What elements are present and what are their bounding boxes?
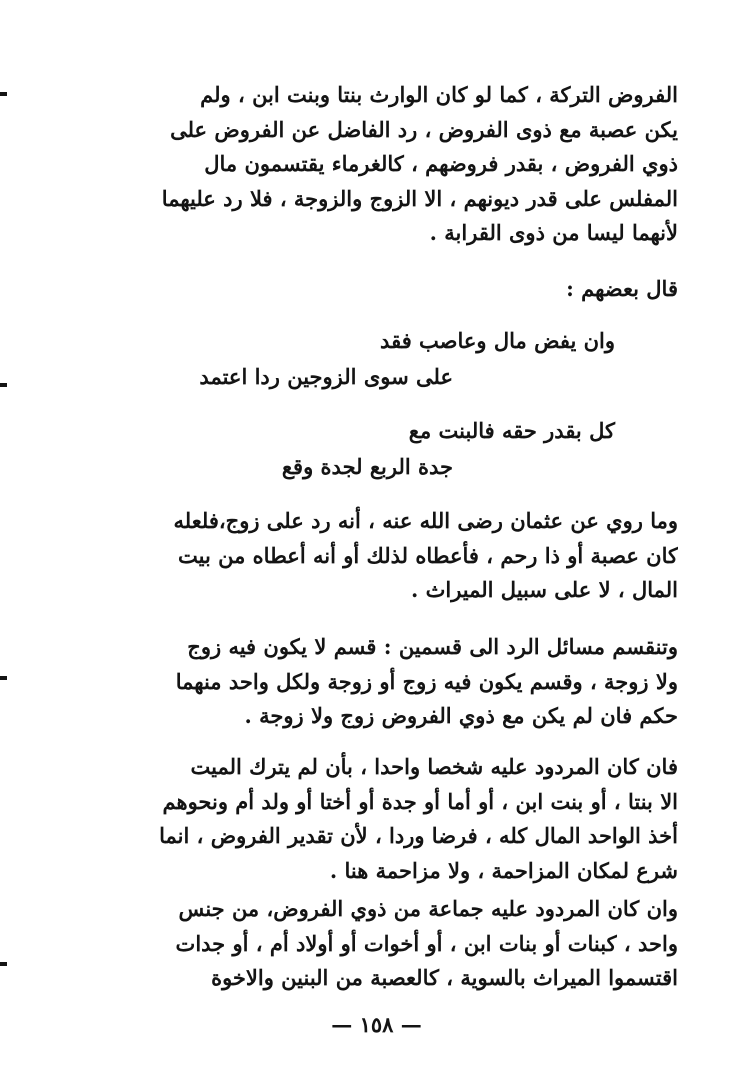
paragraph-4 <box>70 750 678 888</box>
margin-mark <box>0 92 7 96</box>
text-line: شرع لمكان المزاحمة ، ولا مزاحمة هنا . <box>329 857 678 883</box>
section-heading: قال بعضهم : <box>566 276 678 301</box>
text-line: وان كان المردود عليه جماعة من ذوي الفروض، من جنس <box>178 896 678 921</box>
verse-1-first-hemistich: وان يفض مال وعاصب فقد <box>380 328 615 353</box>
text-line: يكن عصبة مع ذوى الفروض ، رد الفاضل عن الفروض على <box>170 116 678 142</box>
text-line: اقتسموا الميراث بالسوية ، كالعصبة من البنين والاخوة <box>211 965 678 990</box>
paragraph-1 <box>70 78 678 251</box>
margin-mark <box>0 676 7 680</box>
text-line: أخذ الواحد المال كله ، فرضا وردا ، لأن تقدير الفروض ، انما <box>159 823 678 848</box>
text-line: كان عصبة أو ذا رحم ، فأعطاه لذلك أو أنه أعطاه من بيت <box>178 542 678 568</box>
verse-1-second-hemistich: على سوى الزوجين ردا اعتمد <box>199 364 453 389</box>
paragraph-3 <box>70 630 678 734</box>
verse-2-first-hemistich: كل بقدر حقه فالبنت مع <box>408 418 615 443</box>
page-number: — ١٥٨ — <box>331 1012 422 1037</box>
text-line: المال ، لا على سبيل الميراث . <box>410 577 678 602</box>
text-line: الا بنتا ، أو بنت ابن ، أو أما أو جدة أو أختا أو ولد أم ونحوهم <box>162 788 678 814</box>
text-line: وتنقسم مسائل الرد الى قسمين : قسم لا يكون فيه زوج <box>187 634 678 659</box>
text-line: وما روي عن عثمان رضى الله عنه ، أنه رد على زوج،فلعله <box>173 508 678 533</box>
margin-mark <box>0 383 7 387</box>
paragraph-2 <box>70 504 678 608</box>
text-line: حكم فان لم يكن مع ذوي الفروض زوج ولا زوجة . <box>244 703 678 728</box>
text-line: ذوي الفروض ، بقدر فروضهم ، كالغرماء يقتسمون مال <box>204 151 678 176</box>
margin-mark <box>0 962 7 966</box>
text-line: فان كان المردود عليه شخصا واحدا ، بأن لم يترك الميت <box>190 754 678 779</box>
text-line: لأنهما ليسا من ذوى القرابة . <box>429 220 678 245</box>
text-line: واحد ، كبنات أو بنات ابن ، أو أخوات أو أولاد أم ، أو جدات <box>175 930 678 956</box>
paragraph-5 <box>70 892 678 996</box>
verse-2-second-hemistich: جدة الربع لجدة وقع <box>281 454 453 479</box>
text-line: الفروض التركة ، كما لو كان الوارث بنتا وبنت ابن ، ولم <box>200 82 678 107</box>
text-line: ولا زوجة ، وقسم يكون فيه زوج أو زوجة ولكل واحد منهما <box>175 668 678 694</box>
text-line: المفلس على قدر ديونهم ، الا الزوج والزوجة ، فلا رد عليهما <box>161 185 678 211</box>
